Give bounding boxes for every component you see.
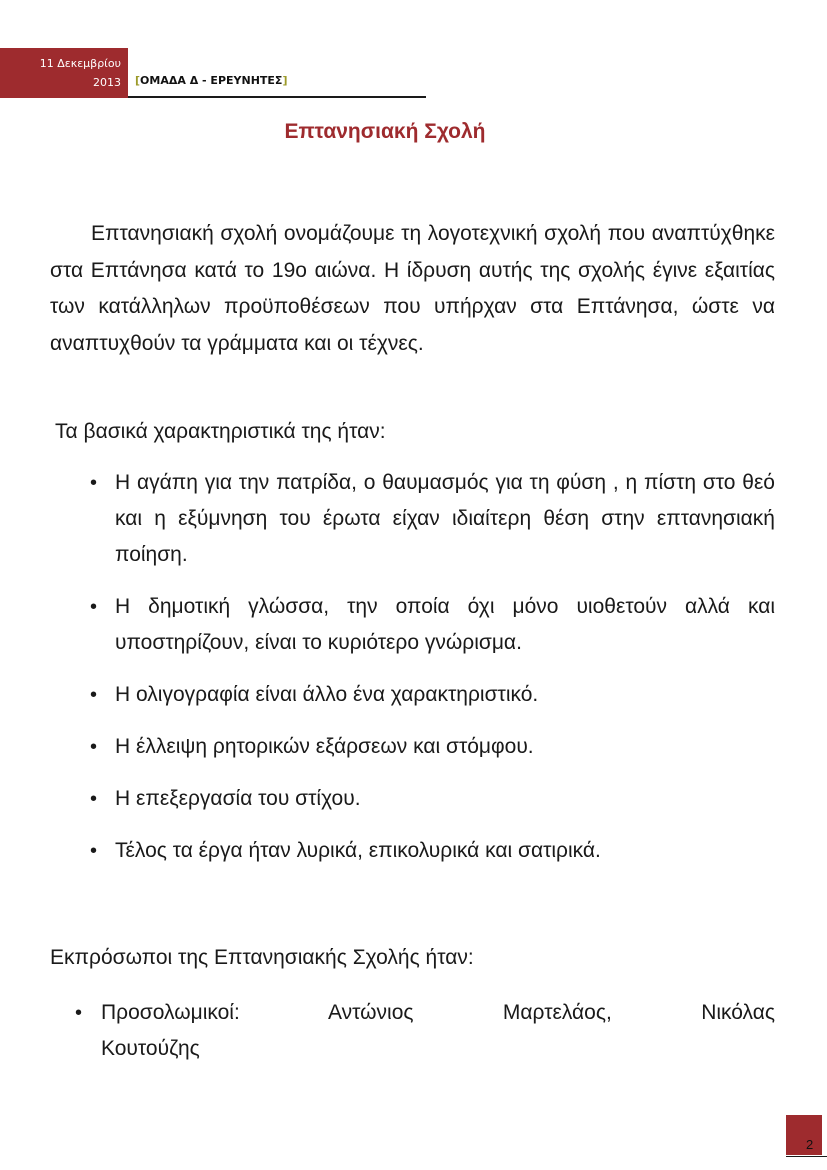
intro-paragraph: Επτανησιακή σχολή ονομάζουμε τη λογοτεχνική σχολή που αναπτύχθηκε στα Επτάνησα κατά το 19ο αιώνα. Η ίδρυση αυτής της σχολής έγινε εξαιτίας των κατάλληλων προϋποθέσεων που υπήρχαν στα Επτάνησα, ώστε να αναπτυχθούν τα γράμματα και οι τέχνες.: [50, 222, 775, 355]
list-item-text: Η έλλειψη ρητορικών εξάρσεων και στόμφου.: [115, 735, 534, 758]
bullet-icon: •: [90, 472, 98, 494]
bullet-icon: •: [75, 1002, 83, 1024]
page-number: 2: [806, 1137, 814, 1152]
list-item: [75, 995, 775, 1067]
list-item: [88, 589, 775, 677]
bullet-icon: •: [90, 788, 98, 810]
bullet-icon: •: [90, 684, 98, 706]
header-bracket-close: ]: [282, 74, 288, 87]
list-item-text: Η επεξεργασία του στίχου.: [115, 787, 361, 810]
features-heading: Τα βασικά χαρακτηριστικά της ήταν:: [55, 420, 386, 443]
document-title: Επτανησιακή Σχολή: [284, 120, 486, 143]
representative-line-1: Προσολωμικοί: Αντώνιος Μαρτελάος, Νικόλας: [101, 1001, 775, 1024]
bullet-icon: •: [90, 736, 98, 758]
header-bracket-open: [: [135, 74, 141, 87]
list-item: [88, 781, 775, 833]
header-date-day-month: 11 Δεκεμβρίου: [39, 57, 121, 70]
list-item: [88, 833, 775, 869]
representatives-heading: Εκπρόσωποι της Επτανησιακής Σχολής ήταν:: [50, 946, 474, 969]
list-item-text: Η ολιγογραφία είναι άλλο ένα χαρακτηριστικό.: [115, 683, 539, 706]
representatives-list: [75, 995, 775, 1067]
bullet-icon: •: [90, 840, 98, 862]
header-group-title: [135, 74, 287, 87]
footer-divider: [786, 1156, 827, 1157]
representative-line-2: Κουτούζης: [101, 1037, 200, 1060]
list-item-text: Τέλος τα έργα ήταν λυρικά, επικολυρικά και σατιρικά.: [115, 839, 601, 862]
header-divider: [128, 96, 426, 98]
bullet-icon: •: [90, 596, 98, 618]
list-item: [88, 465, 775, 589]
header-date-year: 2013: [93, 76, 121, 89]
page-number-box: [786, 1115, 822, 1155]
header-date-box: [0, 48, 128, 98]
features-list: [88, 465, 775, 869]
list-item-text: Η αγάπη για την πατρίδα, ο θαυμασμός για τη φύση , η πίστη στο θεό και η εξύμνηση του έρωτα είχαν ιδιαίτερη θέση στην επτανησιακή ποίηση.: [115, 471, 775, 566]
list-item-text: Η δημοτική γλώσσα, την οποία όχι μόνο υιοθετούν αλλά και υποστηρίζουν, είναι το κυριότερο γνώρισμα.: [115, 595, 775, 654]
list-item: [88, 677, 775, 729]
list-item: [88, 729, 775, 781]
header-group-label: ΟΜΑΔΑ Δ - ΕΡΕΥΝΗΤΕΣ: [140, 74, 283, 87]
